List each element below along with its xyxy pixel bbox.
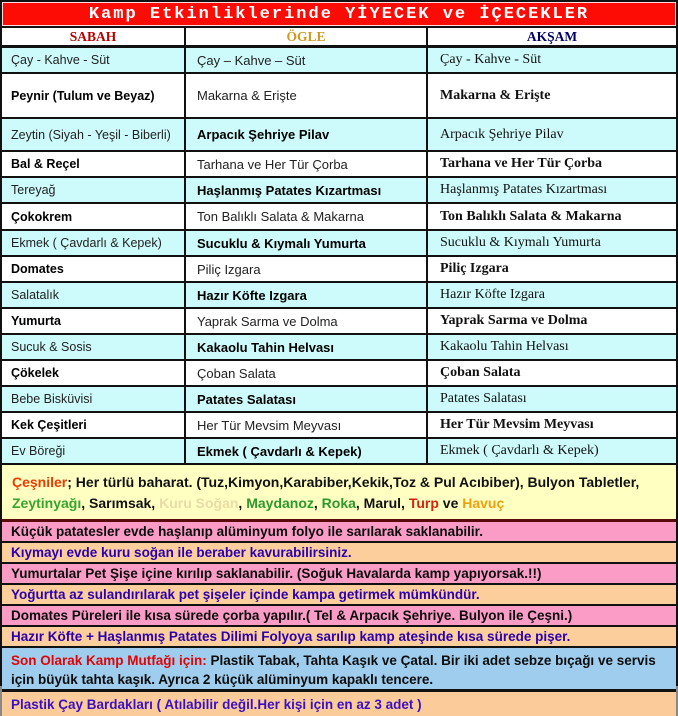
menu-cell-sabah: Kek Çeşitleri bbox=[2, 413, 186, 437]
kitchen-note bbox=[2, 648, 676, 692]
menu-row bbox=[2, 74, 676, 119]
column-header-ogle: ÖGLE bbox=[186, 28, 428, 45]
spices-note-segment: Turp bbox=[408, 495, 439, 511]
tips-list bbox=[2, 522, 676, 648]
menu-row bbox=[2, 283, 676, 309]
menu-table bbox=[2, 48, 676, 465]
spices-note-segment: Maydanoz bbox=[246, 495, 314, 511]
spices-note-segment: Havuç bbox=[462, 495, 505, 511]
menu-row bbox=[2, 231, 676, 257]
spices-note-segment: , Marul, bbox=[355, 495, 409, 511]
menu-row bbox=[2, 48, 676, 74]
menu-cell-aksam: Kakaolu Tahin Helvası bbox=[440, 339, 569, 354]
spices-note-segment: Zeytinyağı bbox=[12, 495, 82, 511]
menu-cell-aksam: Piliç Izgara bbox=[440, 261, 509, 276]
menu-cell-aksam: Ton Balıklı Salata & Makarna bbox=[440, 208, 622, 224]
menu-cell-ogle: Çoban Salata bbox=[186, 361, 428, 385]
spices-note-segment: , bbox=[313, 495, 322, 511]
menu-cell-aksam: Ekmek ( Çavdarlı & Kepek) bbox=[440, 443, 599, 458]
menu-cell-ogle: Her Tür Mevsim Meyvası bbox=[186, 413, 428, 437]
menu-cell-ogle: Yaprak Sarma ve Dolma bbox=[186, 309, 428, 333]
menu-cell-aksam: Çoban Salata bbox=[440, 365, 521, 380]
menu-row bbox=[2, 204, 676, 231]
spices-note bbox=[2, 465, 676, 522]
tip-row: Kıymayı evde kuru soğan ile beraber kavurabilirsiniz. bbox=[2, 543, 676, 564]
spices-note-segment: Çeşniler bbox=[12, 474, 68, 490]
spices-note-segment: ve bbox=[438, 495, 463, 511]
menu-cell-ogle: Arpacık Şehriye Pilav bbox=[186, 119, 428, 150]
menu-cell-aksam: Çay - Kahve - Süt bbox=[440, 52, 542, 67]
menu-cell-aksam: Haşlanmış Patates Kızartması bbox=[440, 182, 608, 197]
menu-cell-sabah: Tereyağ bbox=[2, 178, 186, 202]
tip-row: Domates Püreleri ile kısa sürede çorba yapılır.( Tel & Arpacık Şehriye. Bulyon ile Çeşni.) bbox=[2, 606, 676, 627]
spices-note-segment: ; Her türlü baharat. (Tuz,Kimyon,Karabiber,Kekik,Toz & Pul Acıbiber), Bulyon Tabletler, bbox=[67, 474, 640, 490]
menu-row bbox=[2, 152, 676, 178]
tip-row: Yumurtalar Pet Şişe içine kırılıp saklanabilir. (Soğuk Havalarda kamp yapıyorsak.!!) bbox=[2, 564, 676, 585]
page-title: Kamp Etkinliklerinde YİYECEK ve İÇECEKLER bbox=[2, 2, 676, 28]
menu-cell-aksam: Hazır Köfte Izgara bbox=[440, 287, 545, 302]
menu-cell-aksam: Patates Salatası bbox=[440, 391, 527, 406]
tip-row: Küçük patatesler evde haşlanıp alüminyum folyo ile sarılarak saklanabilir. bbox=[2, 522, 676, 543]
footer-note: Plastik Çay Bardakları ( Atılabilir değil.Her kişi için en az 3 adet ) bbox=[2, 692, 676, 716]
menu-cell-ogle: Hazır Köfte Izgara bbox=[186, 283, 428, 307]
spices-note-segment: Roka bbox=[321, 495, 356, 511]
menu-cell-sabah: Bal & Reçel bbox=[2, 152, 186, 176]
spices-note-segment: , bbox=[238, 495, 247, 511]
menu-cell-aksam: Her Tür Mevsim Meyvası bbox=[440, 417, 594, 432]
menu-cell-ogle: Kakaolu Tahin Helvası bbox=[186, 335, 428, 359]
menu-cell-aksam: Sucuklu & Kıymalı Yumurta bbox=[440, 235, 601, 250]
menu-cell-aksam: Tarhana ve Her Tür Çorba bbox=[440, 156, 603, 171]
menu-cell-ogle: Ekmek ( Çavdarlı & Kepek) bbox=[186, 439, 428, 463]
menu-cell-sabah: Ev Böreği bbox=[2, 439, 186, 463]
menu-row bbox=[2, 439, 676, 465]
menu-cell-ogle: Ton Balıklı Salata & Makarna bbox=[186, 204, 428, 229]
menu-row bbox=[2, 309, 676, 335]
menu-row bbox=[2, 257, 676, 283]
menu-cell-sabah: Domates bbox=[2, 257, 186, 281]
menu-cell-ogle: Patates Salatası bbox=[186, 387, 428, 411]
menu-cell-sabah: Ekmek ( Çavdarlı & Kepek) bbox=[2, 231, 186, 255]
menu-row bbox=[2, 178, 676, 204]
menu-cell-sabah: Çökelek bbox=[2, 361, 186, 385]
menu-row bbox=[2, 361, 676, 387]
menu-row bbox=[2, 119, 676, 152]
menu-cell-sabah: Yumurta bbox=[2, 309, 186, 333]
spices-note-segment: Kuru Soğan bbox=[159, 495, 239, 511]
menu-cell-ogle: Tarhana ve Her Tür Çorba bbox=[186, 152, 428, 176]
menu-cell-ogle: Haşlanmış Patates Kızartması bbox=[186, 178, 428, 202]
menu-cell-sabah: Sucuk & Sosis bbox=[2, 335, 186, 359]
menu-cell-sabah: Salatalık bbox=[2, 283, 186, 307]
tip-row: Hazır Köfte + Haşlanmış Patates Dilimi Folyoya sarılıp kamp ateşinde kısa sürede pişer. bbox=[2, 627, 676, 648]
menu-cell-sabah: Çokokrem bbox=[2, 204, 186, 229]
kitchen-note-lead: Son Olarak Kamp Mutfağı için: bbox=[11, 653, 207, 668]
column-header-aksam: AKŞAM bbox=[526, 28, 578, 44]
menu-cell-aksam: Arpacık Şehriye Pilav bbox=[440, 126, 564, 142]
kitchen-note-body: Plastik Tabak, Tahta Kaşık ve Çatal. Bir iki adet sebze bıçağı ve servis için büyük tahta kaşık. Ayrıca 2 küçük alüminyum kapaklı tencere. bbox=[11, 653, 656, 687]
menu-cell-aksam: Makarna & Erişte bbox=[440, 87, 551, 103]
menu-cell-ogle: Piliç Izgara bbox=[186, 257, 428, 281]
menu-row bbox=[2, 335, 676, 361]
menu-cell-ogle: Sucuklu & Kıymalı Yumurta bbox=[186, 231, 428, 255]
spices-note-segment: , Sarımsak, bbox=[81, 495, 160, 511]
menu-cell-sabah: Peynir (Tulum ve Beyaz) bbox=[2, 74, 186, 117]
menu-cell-sabah: Zeytin (Siyah - Yeşil - Biberli) bbox=[2, 119, 186, 150]
menu-cell-aksam: Yaprak Sarma ve Dolma bbox=[440, 313, 588, 328]
menu-cell-ogle: Makarna & Erişte bbox=[186, 74, 428, 117]
menu-row bbox=[2, 387, 676, 413]
column-header-sabah: SABAH bbox=[2, 28, 186, 45]
menu-cell-sabah: Çay - Kahve - Süt bbox=[2, 48, 186, 72]
menu-cell-sabah: Bebe Bisküvisi bbox=[2, 387, 186, 411]
column-header-row bbox=[2, 28, 676, 48]
menu-row bbox=[2, 413, 676, 439]
tip-row: Yoğurtta az sulandırılarak pet şişeler içinde kampa getirmek mümkündür. bbox=[2, 585, 676, 606]
menu-cell-ogle: Çay – Kahve – Süt bbox=[186, 48, 428, 72]
